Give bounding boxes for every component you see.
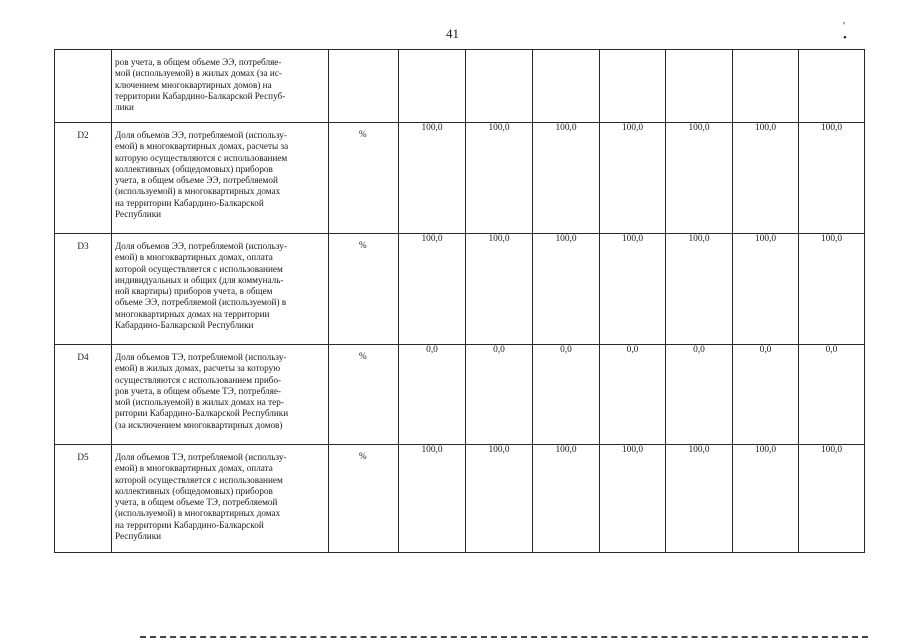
indicator-code-cell: D5 [55, 445, 112, 553]
table-row [55, 234, 865, 345]
value-cell: 100,0 [399, 123, 466, 234]
description-line: ключением многоквартирных домов) на [115, 79, 272, 90]
description-line: территории Кабардино-Балкарской Респуб- [115, 90, 286, 101]
value-cell [799, 50, 865, 123]
description-line: которую осуществляются с использованием [115, 152, 288, 163]
description-line: емой) в многоквартирных домах, оплата [115, 463, 273, 474]
value-cell: 100,0 [666, 123, 733, 234]
value-cell: 100,0 [466, 445, 533, 553]
description-line: Республики [115, 209, 162, 220]
value-cell [466, 50, 533, 123]
indicator-code-cell [55, 50, 112, 123]
indicator-code-cell: D2 [55, 123, 112, 234]
indicator-description-cell [112, 445, 329, 553]
description-line: ров учета, в общем объеме ЭЭ, потребляе- [115, 57, 282, 67]
value-cell: 0,0 [600, 345, 666, 445]
unit-cell [329, 50, 399, 123]
description-line: коллективных (общедомовых) приборов [115, 163, 273, 174]
description-line: лики [115, 102, 134, 113]
value-cell: 100,0 [466, 123, 533, 234]
indicator-description-cell [112, 234, 329, 345]
value-cell: 0,0 [533, 345, 600, 445]
description-line: Доля объемов ТЭ, потребляемой (использу- [115, 352, 287, 362]
scan-corner-marks: ' • [843, 20, 875, 44]
description-line: индивидуальных и общих (для коммуналь- [115, 274, 284, 285]
description-line: Доля объемов ТЭ, потребляемой (использу- [115, 452, 287, 462]
value-cell: 0,0 [799, 345, 865, 445]
description-line: ров учета, в общем объеме ТЭ, потребляе- [115, 385, 281, 396]
indicator-description-cell [112, 123, 329, 234]
description-line: Республики [115, 531, 162, 542]
value-cell: 0,0 [399, 345, 466, 445]
value-cell: 100,0 [733, 123, 799, 234]
indicator-description-cell [112, 50, 329, 123]
description-line: многоквартирных домах на территории [115, 308, 270, 319]
value-cell [733, 50, 799, 123]
unit-cell: % [329, 123, 399, 234]
description-line: емой) в жилых домах, расчеты за которую [115, 363, 281, 374]
description-line: ритории Кабардино-Балкарской Республики [115, 408, 289, 419]
value-cell: 100,0 [600, 234, 666, 345]
value-cell [399, 50, 466, 123]
description-line: (за исключением многоквартирных домов) [115, 419, 283, 430]
description-line: на территории Кабардино-Балкарской [115, 519, 264, 530]
description-line: на территории Кабардино-Балкарской [115, 197, 264, 208]
value-cell: 100,0 [533, 234, 600, 345]
description-line: учета, в общем объеме ТЭ, потребляемой [115, 497, 278, 508]
unit-cell: % [329, 345, 399, 445]
value-cell: 0,0 [666, 345, 733, 445]
value-cell: 100,0 [666, 234, 733, 345]
description-line: (используемой) в многоквартирных домах [115, 508, 281, 519]
page-bottom-rule [140, 636, 868, 638]
description-line: коллективных (общедомовых) приборов [115, 485, 273, 496]
description-line: Доля объемов ЭЭ, потребляемой (использу- [115, 241, 287, 251]
description-line: ной квартиры) приборов учета, в общем [115, 286, 273, 297]
value-cell: 100,0 [799, 445, 865, 553]
description-line: которой осуществляется с использованием [115, 263, 283, 274]
value-cell [666, 50, 733, 123]
value-cell: 0,0 [466, 345, 533, 445]
indicator-code-cell: D4 [55, 345, 112, 445]
description-line: Доля объемов ЭЭ, потребляемой (использу- [115, 130, 287, 140]
value-cell: 100,0 [799, 123, 865, 234]
value-cell: 100,0 [399, 234, 466, 345]
description-line: объеме ЭЭ, потребляемой (используемой) в [115, 297, 287, 308]
page-number: 41 [446, 26, 459, 41]
value-cell: 100,0 [533, 123, 600, 234]
value-cell: 0,0 [733, 345, 799, 445]
unit-cell: % [329, 445, 399, 553]
value-cell: 100,0 [600, 123, 666, 234]
value-cell [533, 50, 600, 123]
description-line: емой) в многоквартирных домах, расчеты за [115, 141, 289, 152]
table-body [55, 50, 865, 553]
description-line: Кабардино-Балкарской Республики [115, 320, 254, 331]
table-row [55, 445, 865, 553]
value-cell: 100,0 [533, 445, 600, 553]
unit-cell: % [329, 234, 399, 345]
value-cell: 100,0 [799, 234, 865, 345]
value-cell: 100,0 [399, 445, 466, 553]
table-row [55, 123, 865, 234]
value-cell: 100,0 [666, 445, 733, 553]
description-line: мой (используемой) в жилых домах (за ис- [115, 68, 282, 79]
value-cell [600, 50, 666, 123]
value-cell: 100,0 [733, 445, 799, 553]
description-line: которой осуществляется с использованием [115, 474, 283, 485]
description-line: емой) в многоквартирных домах, оплата [115, 252, 273, 263]
description-line: осуществляются с использованием прибо- [115, 374, 282, 385]
table-row [55, 50, 865, 123]
value-cell: 100,0 [733, 234, 799, 345]
description-line: мой (используемой) в жилых домах на тер- [115, 397, 284, 408]
value-cell: 100,0 [600, 445, 666, 553]
indicator-code-cell: D3 [55, 234, 112, 345]
table-row [55, 345, 865, 445]
description-line: учета, в общем объеме ЭЭ, потребляемой [115, 175, 278, 186]
description-line: (используемой) в многоквартирных домах [115, 186, 281, 197]
value-cell: 100,0 [466, 234, 533, 345]
indicator-description-cell [112, 345, 329, 445]
indicators-table [54, 49, 865, 553]
